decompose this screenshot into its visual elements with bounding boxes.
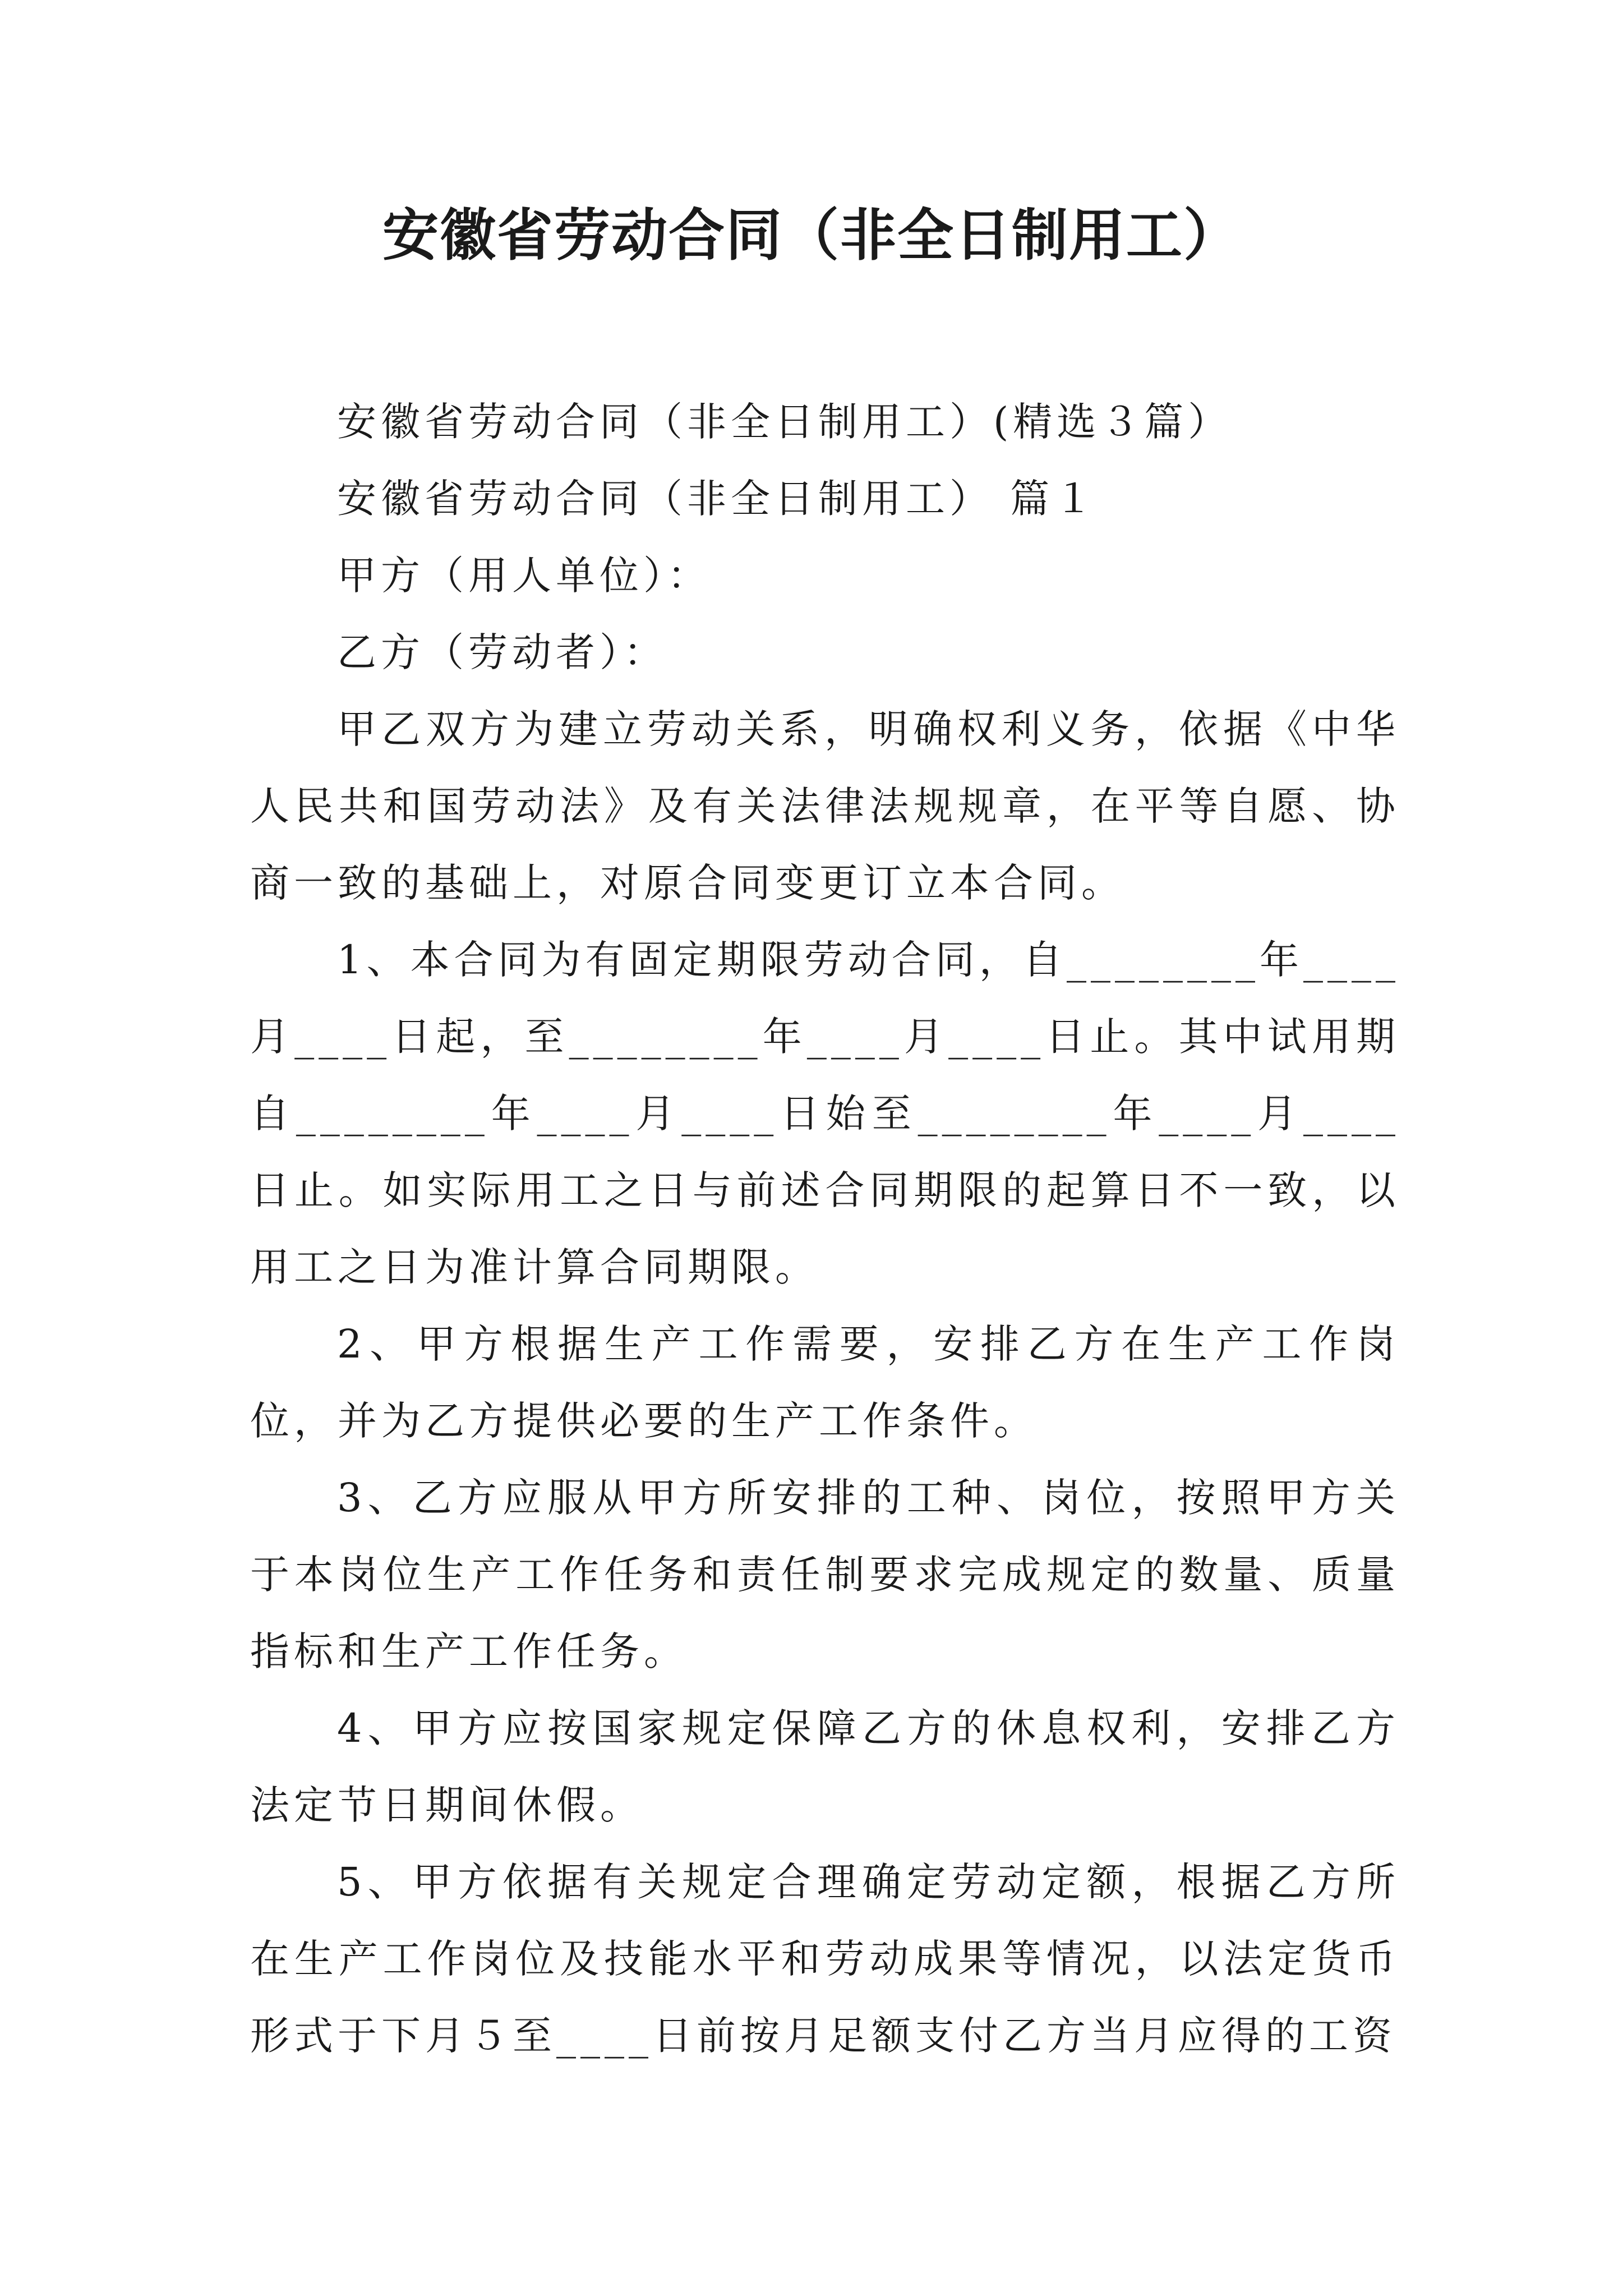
clause-paragraph: 3、乙方应服从甲方所安排的工种、岗位，按照甲方关于本岗位生产工作任务和责任制要求完成规定的数量、质量指标和生产工作任务。: [250, 1475, 1400, 1674]
party-b-line: 乙方（劳动者）：: [337, 629, 667, 675]
document-body: [250, 384, 1400, 2074]
part-heading: 安徽省劳动合同（非全日制用工） 篇１: [337, 476, 1098, 522]
clause-paragraph: 4、甲方应按国家规定保障乙方的休息权利，安排乙方法定节日期间休假。: [250, 1705, 1400, 1828]
clause-paragraph: 5、甲方依据有关规定合理确定劳动定额，根据乙方所在生产工作岗位及技能水平和劳动成果等情况，以法定货币形式于下月５至____日前按月足额支付乙方当月应得的工资: [250, 1859, 1400, 2059]
document-title: 安徽省劳动合同（非全日制用工）: [382, 203, 1241, 268]
document-subtitle: 安徽省劳动合同（非全日制用工）(精选３篇）: [337, 399, 1232, 445]
clause-paragraph: 2、甲方根据生产工作需要，安排乙方在生产工作岗位，并为乙方提供必要的生产工作条件。: [250, 1321, 1400, 1444]
party-a-line: 甲方（用人单位）：: [337, 553, 711, 599]
preamble-paragraph: 甲乙双方为建立劳动关系，明确权利义务，依据《中华人民共和国劳动法》及有关法律法规规章，在平等自愿、协商一致的基础上，对原合同变更订立本合同。: [250, 706, 1400, 906]
clause-paragraph: 1、本合同为有固定期限劳动合同，自________年____月____日起，至________年____月____日止。其中试用期自________年____月____日始至________年____月____日止。如实际用工之日与前述合同期限的起算日不一致，以用工之日为准计算合同期限。: [250, 937, 1400, 1290]
